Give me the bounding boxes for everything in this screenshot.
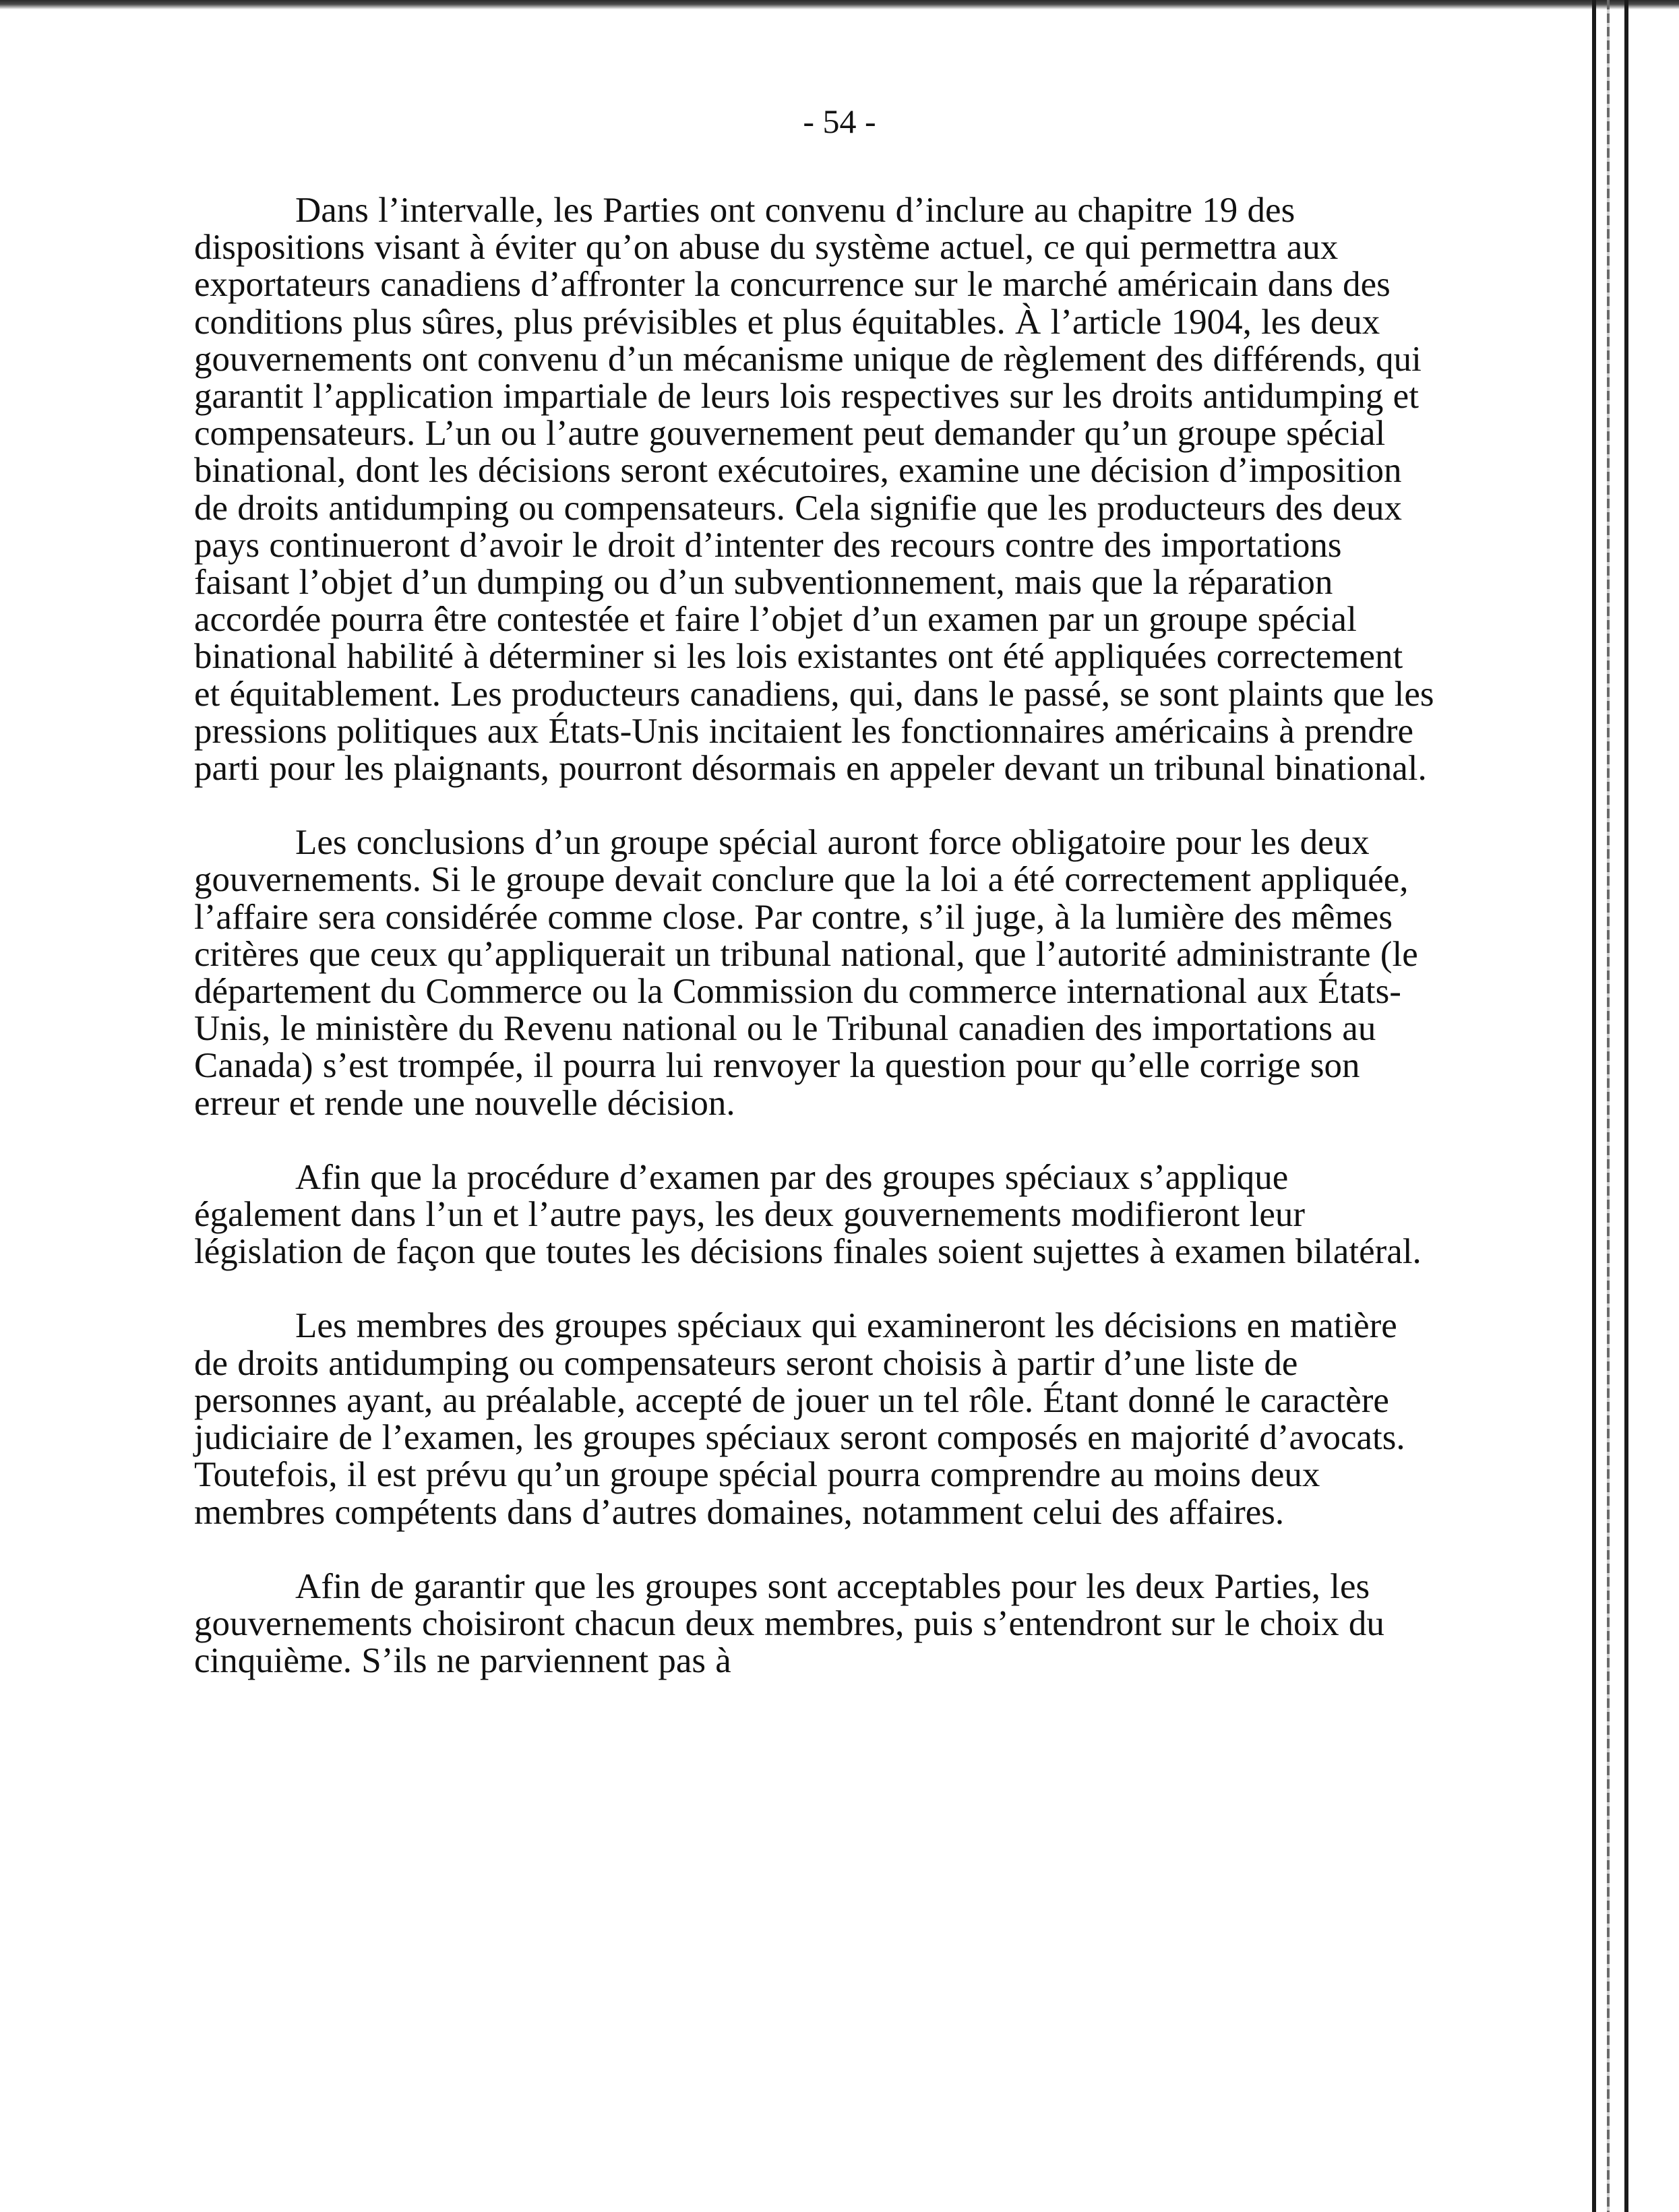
paragraph-3: Afin que la procédure d’examen par des groupes spéciaux s’applique également dans l’un et l’autre pays, les deux gouvernements modifieront leur législation de façon que toutes les décisions finales soient sujettes à examen bilatéral. — [194, 1157, 1422, 1272]
scan-top-edge — [0, 0, 1679, 9]
binding-rule-left — [1592, 0, 1596, 2212]
paragraph-5: Afin de garantir que les groupes sont acceptables pour les deux Parties, les gouvernements choisiront chacun deux membres, puis s’entendront sur le choix du cinquième. S’ils ne parviennent pas à — [194, 1566, 1384, 1681]
paragraph-4: Les membres des groupes spéciaux qui examineront les décisions en matière de droits antidumping ou compensateurs seront choisis à partir d’une liste de personnes ayant, au préalable, accepté de jouer un tel rôle. Étant donné le caractère judiciaire de l’examen, les groupes spéciaux seront composés en majorité d’avocats. Toutefois, il est prévu qu’un groupe spécial pourra comprendre au moins deux membres compétents dans d’autres domaines, notamment celui des affaires. — [194, 1306, 1405, 1532]
binding-rule-dotted — [1607, 0, 1610, 2212]
page-number: - 54 - — [803, 102, 876, 140]
paragraph-2: Les conclusions d’un groupe spécial auront force obligatoire pour les deux gouvernements. Si le groupe devait conclure que la loi a été correctement appliquée, l’affaire sera considérée comme close. Par contre, s’il juge, à la lumière des mêmes critères que ceux qu’appliquerait un tribunal national, que l’autorité administrante (le département du Commerce ou la Commission du commerce international aux États-Unis, le ministère du Revenu national ou le Tribunal canadien des importations au Canada) s’est trompée, il pourra lui renvoyer la question pour qu’elle corrige son erreur et rende une nouvelle décision. — [194, 823, 1418, 1123]
body-text — [194, 192, 1434, 1717]
binding-rule-right — [1624, 0, 1628, 2212]
paragraph-1: Dans l’intervalle, les Parties ont convenu d’inclure au chapitre 19 des dispositions visant à éviter qu’on abuse du système actuel, ce qui permettra aux exportateurs canadiens d’affronter la concurrence sur le marché américain dans des conditions plus sûres, plus prévisibles et plus équitables. À l’article 1904, les deux gouvernements ont convenu d’un mécanisme unique de règlement des différends, qui garantit l’application impartiale de leurs lois respectives sur les droits antidumping et compensateurs. L’un ou l’autre gouvernement peut demander qu’un groupe spécial binational, dont les décisions seront exécutoires, examine une décision d’imposition de droits antidumping ou compensateurs. Cela signifie que les producteurs des deux pays continueront d’avoir le droit d’intenter des recours contre des importations faisant l’objet d’un dumping ou d’un subventionnement, mais que la réparation accordée pourra être contestée et faire l’objet d’un examen par un groupe spécial binational habilité à déterminer si les lois existantes ont été appliquées correctement et équitablement. Les producteurs canadiens, qui, dans le passé, se sont plaints que les pressions politiques aux États-Unis incitaient les fonctionnaires américains à prendre parti pour les plaignants, pourront désormais en appeler devant un tribunal binational. — [194, 191, 1434, 789]
